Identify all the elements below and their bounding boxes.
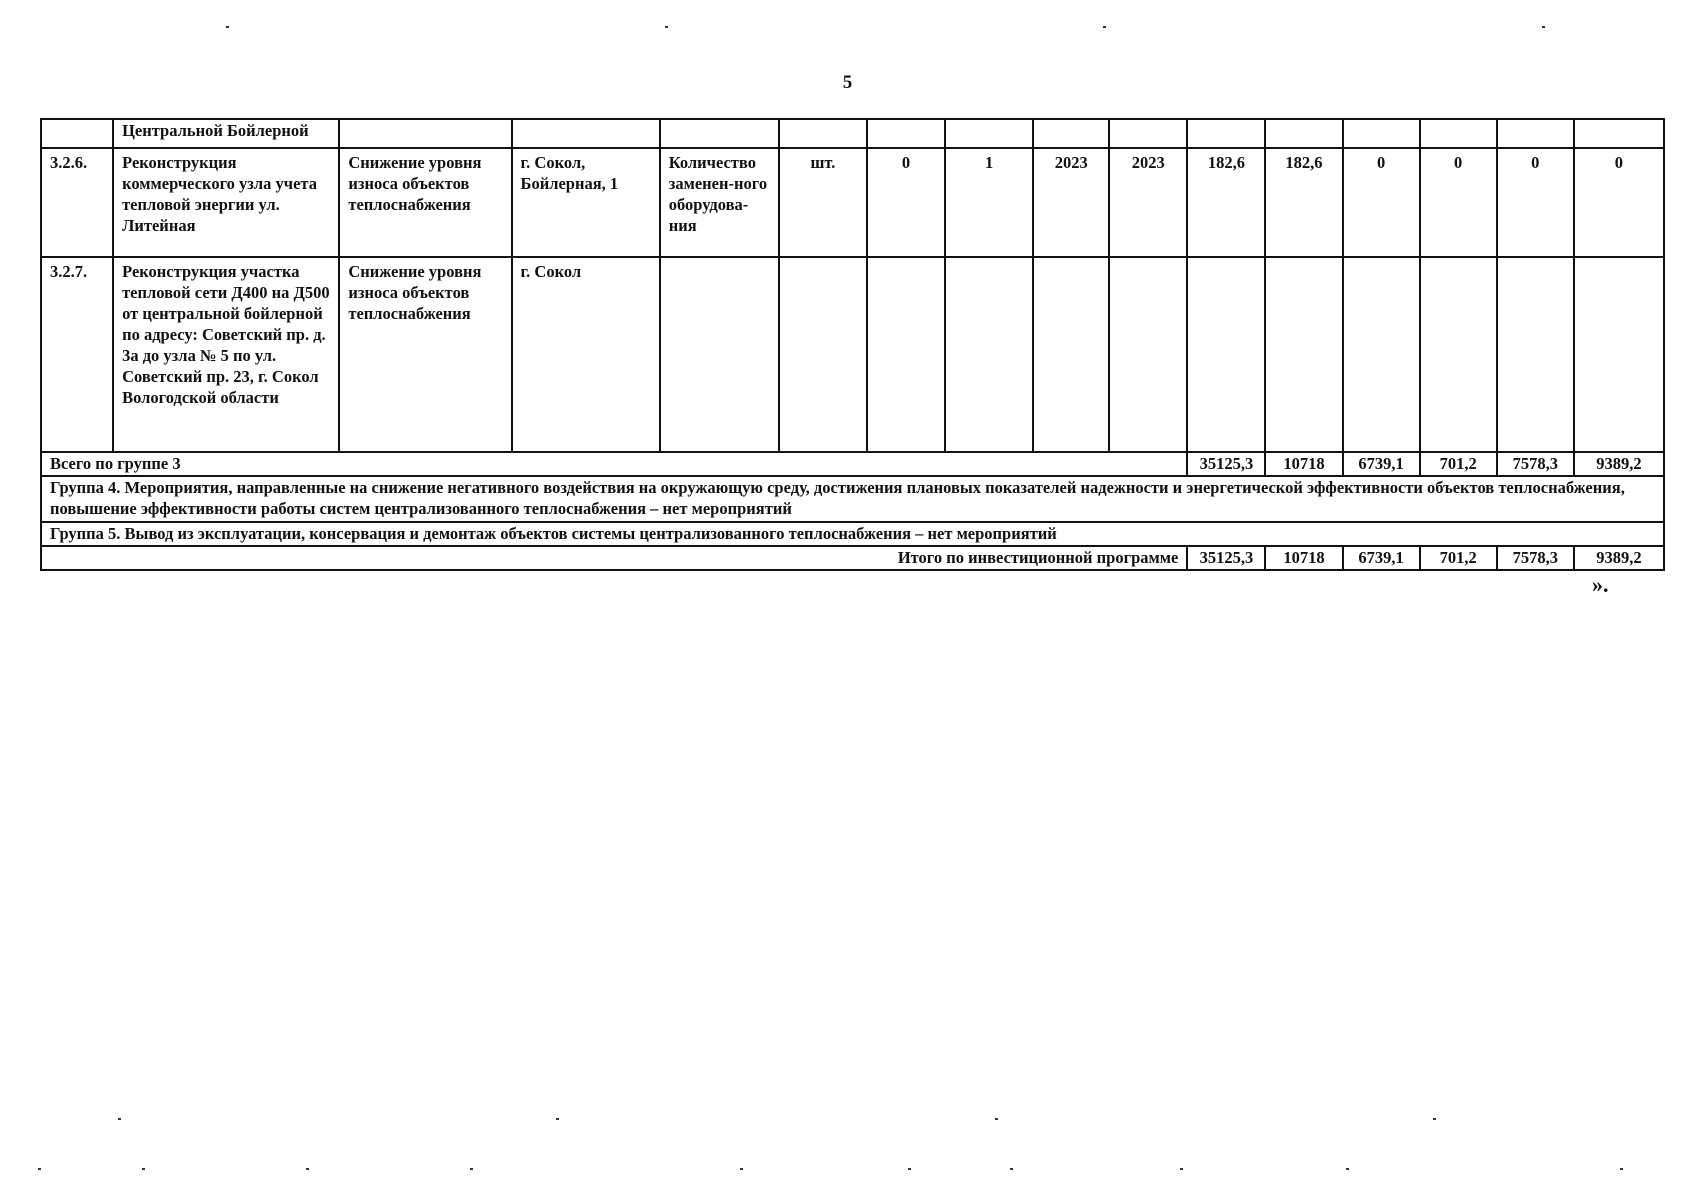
cell-name: Реконструкция участка тепловой сети Д400 на Д500 от центральной бойлерной по адресу: Советский пр. д. 3а до узла № 5 по ул. Советский пр. 23, г. Сокол Вологодской области (113, 257, 339, 452)
scan-speck (1433, 1118, 1436, 1120)
scan-speck (306, 1168, 309, 1170)
scan-speck (995, 1118, 998, 1120)
cell-cost-year-5: 0 (1574, 148, 1664, 257)
cell-value-before: 0 (867, 148, 945, 257)
total-value: 9389,2 (1574, 452, 1664, 476)
scan-speck (1346, 1168, 1349, 1170)
scan-speck (665, 26, 668, 28)
scan-speck (38, 1168, 41, 1170)
group-4-row (41, 476, 1664, 522)
table-row (41, 148, 1664, 257)
cell-goal: Снижение уровня износа объектов теплоснабжения (339, 257, 511, 452)
investment-program-table (40, 118, 1665, 571)
total-value: 10718 (1265, 546, 1342, 570)
group-5-row (41, 522, 1664, 546)
total-value: 701,2 (1420, 546, 1497, 570)
total-value: 6739,1 (1343, 452, 1420, 476)
total-value: 6739,1 (1343, 546, 1420, 570)
cell-cost-year-4: 0 (1497, 148, 1574, 257)
total-value: 35125,3 (1187, 452, 1265, 476)
page-number: 5 (842, 72, 853, 93)
scan-speck (1103, 26, 1106, 28)
cell-cost-total: 182,6 (1187, 148, 1265, 257)
scan-speck (226, 26, 229, 28)
total-value: 35125,3 (1187, 546, 1265, 570)
total-value: 701,2 (1420, 452, 1497, 476)
scan-speck (740, 1168, 743, 1170)
cell-cost-year-3: 0 (1420, 148, 1497, 257)
cell-cost-year-1: 182,6 (1265, 148, 1342, 257)
program-total-row (41, 546, 1664, 570)
cell-location: г. Сокол, Бойлерная, 1 (512, 148, 660, 257)
cell-num: 3.2.6. (41, 148, 113, 257)
cell-name: Реконструкция коммерческого узла учета тепловой энергии ул. Литейная (113, 148, 339, 257)
scan-speck (1010, 1168, 1013, 1170)
cell-year-start: 2023 (1033, 148, 1109, 257)
total-value: 7578,3 (1497, 546, 1574, 570)
total-value: 7578,3 (1497, 452, 1574, 476)
cell-location: г. Сокол (512, 257, 660, 452)
scan-speck (118, 1118, 121, 1120)
cell-cost-year-2: 0 (1343, 148, 1420, 257)
table-row (41, 119, 1664, 148)
scan-speck (1620, 1168, 1623, 1170)
group-4-text: Группа 4. Мероприятия, направленные на снижение негативного воздействия на окружающую среду, достижения плановых показателей надежности и энергетической эффективности объектов теплоснабжения, повышение эффективности работы систем централизованного теплоснабжения – нет мероприятий (41, 476, 1664, 522)
group-5-text: Группа 5. Вывод из эксплуатации, консервация и демонтаж объектов системы централизованного теплоснабжения – нет мероприятий (41, 522, 1664, 546)
scan-speck (908, 1168, 911, 1170)
cell-value-after: 1 (945, 148, 1033, 257)
total-value: 9389,2 (1574, 546, 1664, 570)
group-3-total-label: Всего по группе 3 (41, 452, 1187, 476)
scan-speck (470, 1168, 473, 1170)
cell-goal: Снижение уровня износа объектов теплоснабжения (339, 148, 511, 257)
total-value: 10718 (1265, 452, 1342, 476)
cell-name: Центральной Бойлерной (113, 119, 339, 148)
scan-speck (1542, 26, 1545, 28)
program-total-label: Итого по инвестиционной программе (41, 546, 1187, 570)
cell-unit: шт. (779, 148, 867, 257)
table-row (41, 257, 1664, 452)
cell-num (41, 119, 113, 148)
scan-speck (142, 1168, 145, 1170)
cell-num: 3.2.7. (41, 257, 113, 452)
cell-indicator: Количество заменен-ного оборудова-ния (660, 148, 779, 257)
scan-speck (1180, 1168, 1183, 1170)
scan-speck (556, 1118, 559, 1120)
cell-year-end: 2023 (1109, 148, 1187, 257)
group-3-total-row (41, 452, 1664, 476)
closing-quote-mark: ». (1592, 572, 1609, 597)
